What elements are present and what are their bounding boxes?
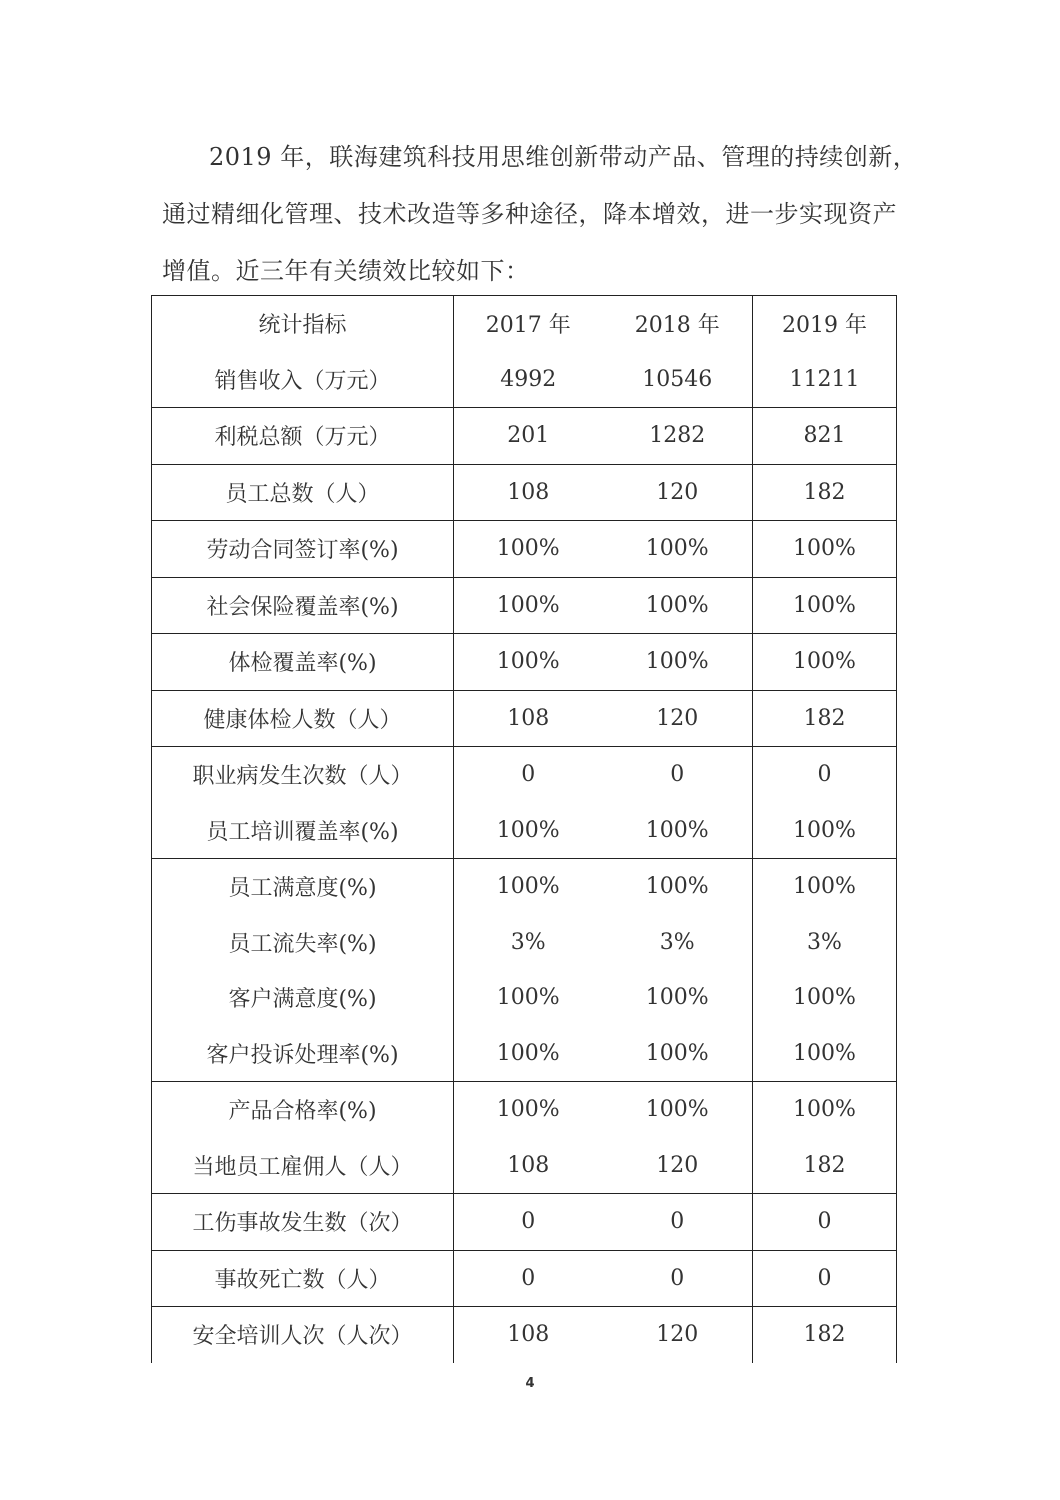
table-row xyxy=(152,1250,897,1307)
header-2018: 2018 年 xyxy=(603,296,753,352)
table-row xyxy=(152,352,897,408)
cell-2019: 182 xyxy=(753,1138,897,1194)
cell-2018: 100% xyxy=(603,577,753,634)
table-row xyxy=(152,1307,897,1363)
table-row xyxy=(152,408,897,465)
cell-2018: 100% xyxy=(603,634,753,691)
cell-2018: 3% xyxy=(659,929,695,955)
cell-2017: 100% xyxy=(454,803,603,859)
cell-2019: 821 xyxy=(753,408,897,465)
row-label: 客户投诉处理率(%) xyxy=(152,1026,454,1082)
row-label: 事故死亡数（人） xyxy=(152,1250,454,1307)
row-label: 社会保险覆盖率(%) xyxy=(152,577,454,634)
cell-2018: 0 xyxy=(603,1250,753,1307)
cell-2019: 100% xyxy=(753,1026,897,1082)
row-label: 员工流失率(%) xyxy=(152,915,454,971)
row-label: 销售收入（万元） xyxy=(152,352,454,408)
intro-line-2: 通过精细化管理、技术改造等多种途径，降本增效，进一步实现资产 xyxy=(162,200,897,228)
cell-2018: 120 xyxy=(603,464,753,521)
cell-2019: 3% xyxy=(753,915,897,971)
table-row xyxy=(152,690,897,747)
cell-2017: 108 xyxy=(454,1138,603,1194)
table-row xyxy=(152,1138,897,1194)
table-row xyxy=(152,747,897,803)
cell-2017: 0 xyxy=(454,1250,603,1307)
table-header-row xyxy=(152,296,897,352)
table-row xyxy=(152,464,897,521)
cell-2018: 120 xyxy=(603,1138,753,1194)
row-label: 员工总数（人） xyxy=(152,464,454,521)
cell-2018: 1282 xyxy=(603,408,753,465)
row-label: 安全培训人次（人次） xyxy=(152,1307,454,1363)
cell-2019: 100% xyxy=(753,970,897,1026)
cell-2017: 108 xyxy=(454,464,603,521)
cell-2019: 100% xyxy=(753,521,897,578)
cell-2018: 100% xyxy=(645,985,709,1011)
cell-2019: 182 xyxy=(753,1307,897,1363)
cell-2018: 0 xyxy=(670,762,685,788)
cell-2019: 100% xyxy=(753,859,897,915)
row-label: 当地员工雇佣人（人） xyxy=(152,1138,454,1194)
cell-2017: 100% xyxy=(496,985,560,1011)
cell-2018: 100% xyxy=(645,1097,709,1123)
row-label: 劳动合同签订率(%) xyxy=(152,521,454,578)
table-row xyxy=(152,577,897,634)
cell-2017: 0 xyxy=(521,762,536,788)
cell-2018: 120 xyxy=(603,690,753,747)
cell-2018: 0 xyxy=(603,1194,753,1251)
cell-2017: 100% xyxy=(454,577,603,634)
row-label: 工伤事故发生数（次） xyxy=(152,1194,454,1251)
row-label: 产品合格率(%) xyxy=(152,1082,454,1138)
cell-2017: 100% xyxy=(454,521,603,578)
cell-2018: 100% xyxy=(603,1026,753,1082)
intro-line-3: 增值。近三年有关绩效比较如下： xyxy=(162,257,530,285)
cell-2019: 100% xyxy=(753,577,897,634)
row-label: 客户满意度(%) xyxy=(152,970,454,1026)
cell-2017: 108 xyxy=(454,690,603,747)
header-metric: 统计指标 xyxy=(152,296,454,352)
cell-2017: 3% xyxy=(510,929,546,955)
header-2017: 2017 年 xyxy=(454,296,603,352)
cell-2019: 100% xyxy=(753,634,897,691)
table-row xyxy=(152,1194,897,1251)
row-label: 健康体检人数（人） xyxy=(152,690,454,747)
row-label: 利税总额（万元） xyxy=(152,408,454,465)
cell-2017: 100% xyxy=(496,874,560,900)
cell-2018: 100% xyxy=(645,874,709,900)
page-number: 4 xyxy=(525,1376,535,1391)
header-2019: 2019 年 xyxy=(753,296,897,352)
table-row xyxy=(152,521,897,578)
cell-2017: 201 xyxy=(454,408,603,465)
cell-2019: 182 xyxy=(753,464,897,521)
cell-2019: 0 xyxy=(753,1250,897,1307)
intro-line-1: 2019 年，联海建筑科技用思维创新带动产品、管理的持续创新， xyxy=(209,143,918,171)
cell-2019: 0 xyxy=(753,1194,897,1251)
table-row xyxy=(152,915,897,971)
table-row xyxy=(152,859,897,915)
table-row xyxy=(152,1082,897,1138)
row-label: 员工培训覆盖率(%) xyxy=(152,803,454,859)
cell-2018: 120 xyxy=(656,1322,699,1348)
table-row xyxy=(152,1026,897,1082)
cell-2017: 108 xyxy=(507,1322,550,1348)
cell-2018: 100% xyxy=(603,521,753,578)
row-label: 体检覆盖率(%) xyxy=(152,634,454,691)
intro-paragraph xyxy=(162,129,918,300)
cell-2017: 100% xyxy=(454,634,603,691)
performance-table xyxy=(151,295,897,1363)
cell-2019: 100% xyxy=(753,803,897,859)
cell-2017: 0 xyxy=(454,1194,603,1251)
table-row xyxy=(152,803,897,859)
table-row xyxy=(152,634,897,691)
cell-2018: 10546 xyxy=(603,352,753,408)
cell-2019: 182 xyxy=(753,690,897,747)
cell-2019: 0 xyxy=(753,747,897,803)
table-row xyxy=(152,970,897,1026)
cell-2017: 100% xyxy=(454,1026,603,1082)
cell-2019: 11211 xyxy=(753,352,897,408)
row-label: 员工满意度(%) xyxy=(152,859,454,915)
row-label: 职业病发生次数（人） xyxy=(152,747,454,803)
cell-2019: 100% xyxy=(753,1082,897,1138)
cell-2018: 100% xyxy=(603,803,753,859)
cell-2017: 100% xyxy=(496,1097,560,1123)
cell-2017: 4992 xyxy=(454,352,603,408)
